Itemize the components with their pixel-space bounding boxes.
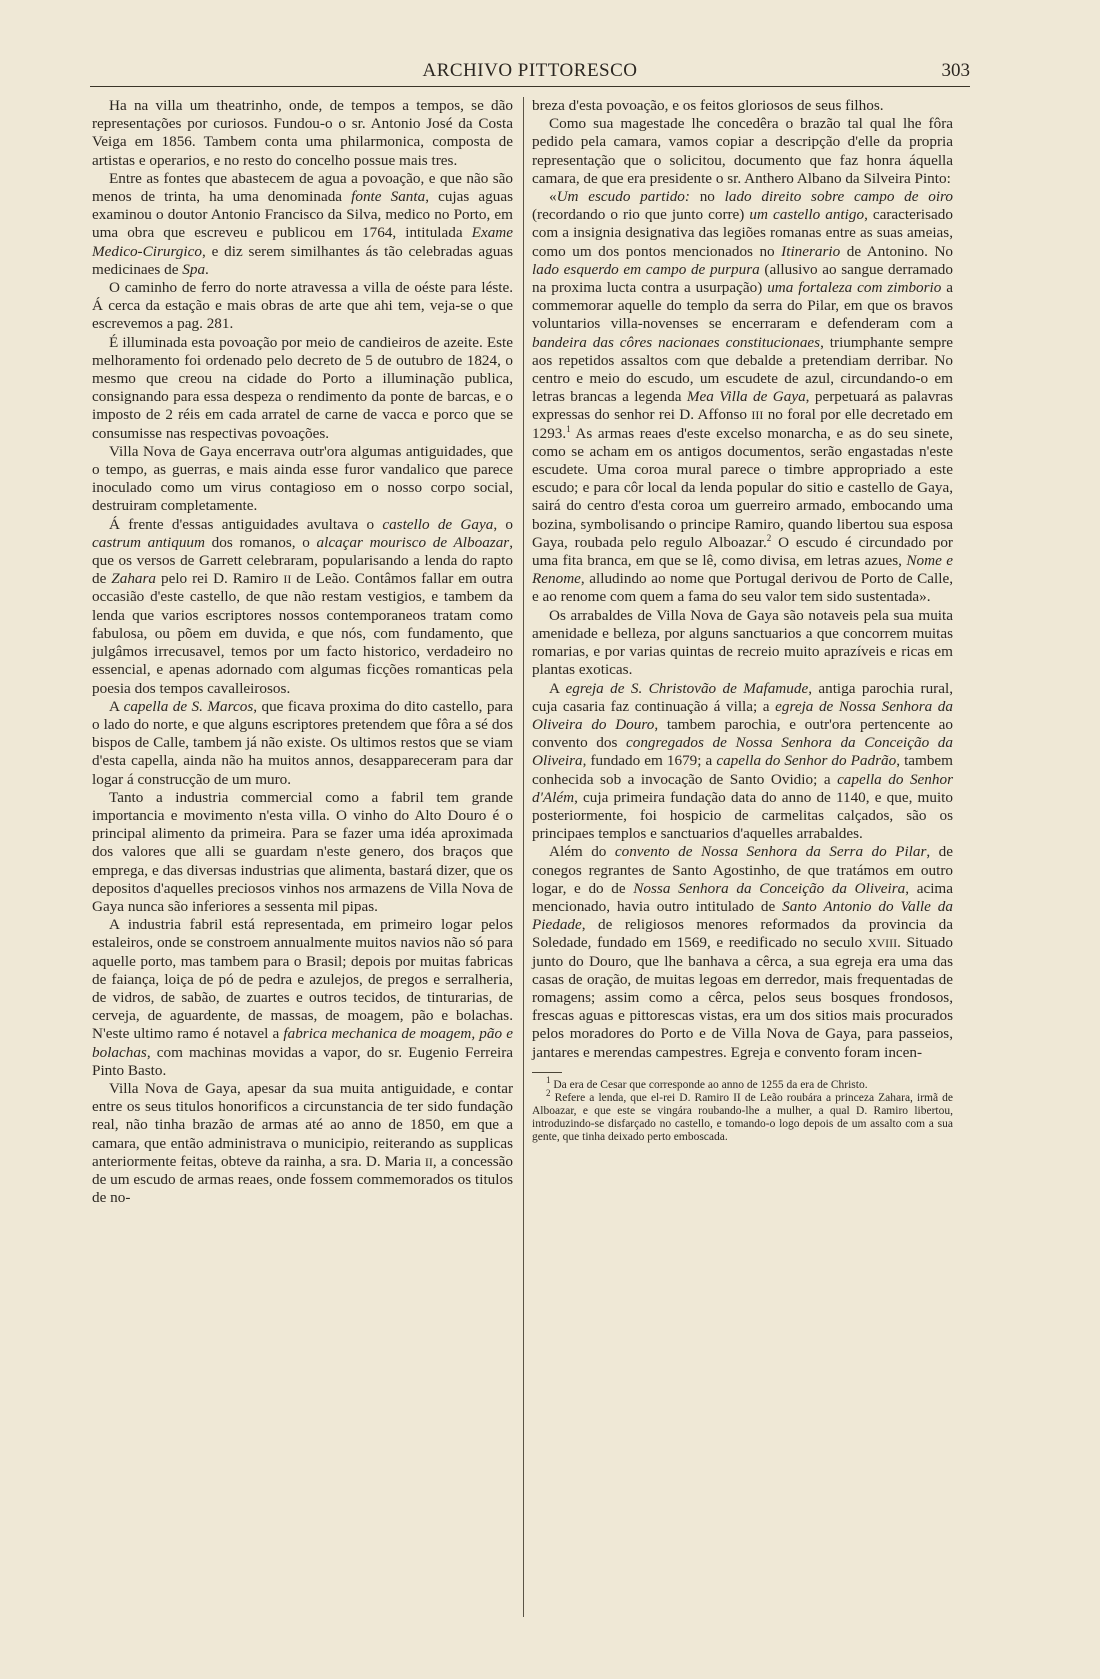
paragraph: Como sua magestade lhe concedêra o brazão tal qual lhe fôra pedido pela camara, vamos copiar a descripção d'elle da propria representação que o solicitou, documento que faz honra áquella camara, de que era presidente o sr. Anthero Albano da Silveira Pinto: [532,115,953,187]
paragraph: A egreja de S. Christovão de Mafamude, antiga parochia rural, cuja casaria faz continuação á villa; a egreja de Nossa Senhora da Oliveira do Douro, tambem parochia, e outr'ora pertencente ao convento dos congregados de Nossa Senhora da Conceição da Oliveira, fundado em 1679; a capella do Senhor do Padrão, tambem conhecida sob a invocação de Santo Ovidio; a capella do Senhor d'Além, cuja primeira fundação data do anno de 1140, e que, muito posteriormente, foi hospicio de carmelitas calçados, são os principaes templos e sanctuarios d'aquelles arrabaldes. [532,679,953,843]
footnote-rule [532,1072,562,1073]
footnote-ref: 2 [766,532,772,543]
paragraph: Os arrabaldes de Villa Nova de Gaya são notaveis pela sua muita amenidade e belleza, por alguns sanctuarios a que concorrem muitas romarias, e por varias quintas de recreio muito aprazíveis e ricas em plantas exoticas. [532,606,953,679]
column-divider [523,97,524,1617]
paragraph: Ha na villa um theatrinho, onde, de tempos a tempos, se dão representações por curiosos. Fundou-o o sr. Antonio José da Costa Veiga em 1856. Tambem conta uma philarmonica, composta de artistas e operarios, e no resto do concelho possue mais tres. [92,97,513,169]
paragraph: Villa Nova de Gaya encerrava outr'ora algumas antiguidades, que o tempo, as guerras, e mais ainda esse furor vandalico que parece inoculado como um virus contagioso em o nosso corpo social, destruiram completamente. [92,442,513,515]
right-column [532,97,953,1144]
header-rule [90,86,970,87]
footnotes [532,1074,953,1144]
paragraph: A industria fabril está representada, em primeiro logar pelos estaleiros, onde se constroem annualmente muitos navios não só para aquelle porto, mas tambem para o Brasil; depois por muitas fabricas de faiança, loiça de pó de pedra e azulejos, de pregos e serralheria, de vidros, de sabão, de zuartes e outros tecidos, de tinturarias, de cerveja, de aguardente, de massas, de moagem, pão e bolachas. N'este ultimo ramo é notavel a fabrica mechanica de moagem, pão e bolachas, com machinas movidas a vapor, do sr. Eugenio Ferreira Pinto Basto. [92,916,513,1079]
left-column [92,97,513,1207]
paragraph: breza d'esta povoação, e os feitos gloriosos de seus filhos. [532,97,884,114]
paragraph: Villa Nova de Gaya, apesar da sua muita antiguidade, e contar entre os seus titulos honorificos a circunstancia de ter sido fundação real, não tinha brazão de armas até ao anno de 1850, em que a camara, que então administrava o municipio, reiterando as supplicas anteriormente feitas, obteve da rainha, a sra. D. Maria II, a concessão de um escudo de armas reaes, onde fossem commemorados os titulos de no- [92,1079,513,1207]
footnote-ref: 1 [566,423,571,434]
running-head: ARCHIVO PITTORESCO [422,60,638,81]
paragraph: É illuminada esta povoação por meio de candieiros de azeite. Este melhoramento foi ordenado pelo decreto de 5 de outubro de 1824, o mesmo que creou na cidade do Porto a illuminação publica, consignando para essa despeza o rendimento da ponte de barcas, e o imposto de 2 réis em cada arratel de carne de vacca e porco que se consumisse nas respectivas povoações. [92,333,513,442]
footnote: $^1$ Da era de Cesar que corresponde ao anno de 1255 da era de Christo. [546,1074,868,1091]
footnote: $^2$ Refere a lenda, que el-rei D. Ramiro II de Leão roubára a princeza Zahara, irmã de Alboazar, e que este se vingára roubando-lhe a mulher, a qual D. Ramiro libertou, introduzindo-se disfarçado no castello, e tomando-o logo depois de um assalto com a sua gente, que tinha deixado perto emboscada. [532,1087,953,1143]
paragraph: A capella de S. Marcos, que ficava proxima do dito castello, para o lado do norte, e que alguns escriptores pretendem que fôra a sé dos bispos de Calle, tambem já não existe. Os ultimos restos que se viam d'esta capella, ainda não ha muitos annos, desappareceram para dar logar á construcção de um muro. [92,697,513,788]
paragraph: Á frente d'essas antiguidades avultava o castello de Gaya, o castrum antiquum dos romanos, o alcaçar mourisco de Alboazar, que os versos de Garrett celebraram, popularisando a lenda do rapto de Zahara pelo rei D. Ramiro II de Leão. Contâmos fallar em outra occasião d'este castello, de que não restam vestigios, e tambem da lenda que varios escriptores nossos contemporaneos tratam como fabulosa, ou põem em duvida, e que nós, com fundamento, que julgâmos irrecusavel, temos por um facto historico, verdadeiro no essencial, e apenas adornado com algumas ficções romanticas pela poesia dos tempos cavalleirosos. [92,515,514,697]
paragraph: Além do convento de Nossa Senhora da Serra do Pilar, de conegos regrantes de Santo Agostinho, de que tratámos em outro logar, e do de Nossa Senhora da Conceição da Oliveira, acima mencionado, havia outro intitulado de Santo Antonio do Valle da Piedade, de religiosos menores reformados da provincia da Soledade, fundado em 1569, e reedificado no seculo XVIII. Situado junto do Douro, que lhe banhava a cêrca, a sua egreja era uma das casas de oração, de muitas legoas em derredor, mais frequentadas de romagens; assim como a cêrca, pelos seus bosques frondosos, frescas aguas e pittorescas vistas, era um dos sitios mais procurados pelos moradores do Porto e de Villa Nova de Gaya, para passeios, jantares e merendas campestres. Egreja e convento foram incen- [532,843,953,1061]
paragraph: Entre as fontes que abastecem de agua a povoação, e que não são menos de trinta, ha uma denominada fonte Santa, cujas aguas examinou o doutor Antonio Francisco da Silva, medico no Porto, em uma obra que escreveu e publicou em 1764, intitulada Exame Medico-Cirurgico, e diz serem similhantes ás tão celebradas aguas medicinaes de Spa. [92,169,513,278]
quoted-description: «Um escudo partido: no lado direito sobre campo de oiro (recordando o rio que junto corre) um castello antigo, caracterisado com a insignia designativa das legiões romanas entre as suas ameias, como um dos pontos mencionados no Itinerario de Antonino. No lado esquerdo em campo de purpura (allusivo ao sangue derramado na proxima lucta contra a usurpação) uma fortaleza com zimborio a commemorar aquelle do templo da serra do Pilar, em que os bravos voluntarios villa-novenses se encerraram e defenderam com a bandeira das côres nacionaes constitucionaes, triumphante sempre aos repetidos assaltos com que debalde a pretendiam derribar. No centro e meio do escudo, um escudete de azul, circundando-o em letras brancas a legenda Mea Villa de Gaya, perpetuará as palavras expressas do senhor rei D. Affonso III no foral por elle decretado em 1293.$^1$ As armas reaes d'este excelso monarcha, e as do seu sinete, como se acham em os antigos documentos, serão engastadas n'este escudete. Uma coroa mural parece o timbre appropriado a este escudo; e para côr local da lenda popular do sitio e castello de Gaya, sairá do centro d'esta coroa um guerreiro armado, embocando uma bozina, symbolisando o principe Ramiro, quando libertou sua esposa Gaya, roubada pelo regulo Alboazar.$^2$ O escudo é circundado por uma fita branca, em que se lê, como divisa, em letras azues, Nome e Renome, alludindo ao nome que Portugal derivou de Porto de Calle, e ao renome com quem a fama do seu valor tem sido sustentada». [532,188,954,606]
page-header [90,60,970,88]
page-number: 303 [941,60,970,81]
paragraph: Tanto a industria commercial como a fabril tem grande importancia e movimento n'esta villa. O vinho do Alto Douro é o principal alimento da primeira. Para se fazer uma idéa aproximada dos valores que alli se guardam n'este genero, dos braços que emprega, e das diversas industrias que alimenta, bastará dizer, que os depositos d'aquelles preciosos vinhos nos armazens de Villa Nova de Gaya nunca são inferiores a sessenta mil pipas. [92,788,513,915]
paragraph: O caminho de ferro do norte atravessa a villa de oéste para léste. Á cerca da estação e mais obras de arte que ahi tem, veja-se o que escrevemos a pag. 281. [92,279,513,333]
